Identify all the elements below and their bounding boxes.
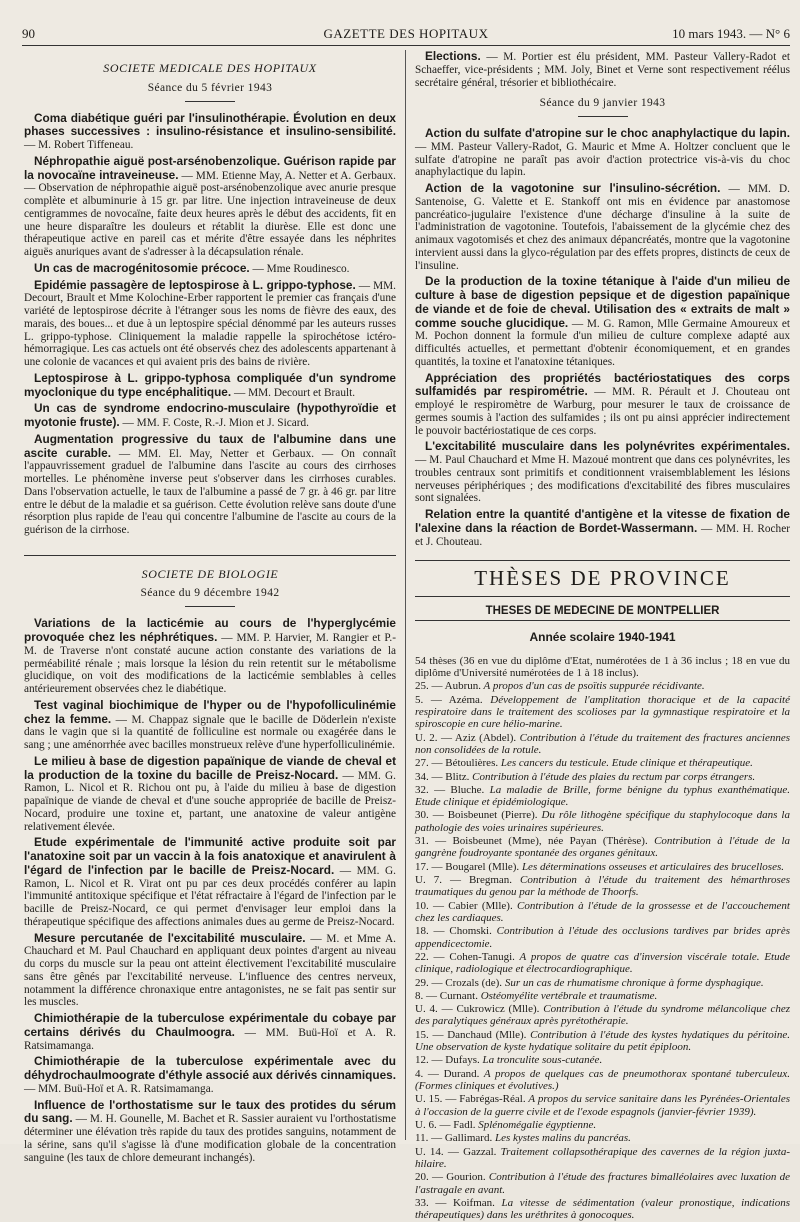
article xyxy=(415,50,790,89)
article xyxy=(24,402,396,430)
thesis-entry xyxy=(415,680,790,692)
thesis-entry xyxy=(415,1093,790,1118)
section-title: SOCIETE MEDICALE DES HOPITAUX xyxy=(103,61,317,75)
thesis-title: Les kystes malins du pancréas. xyxy=(492,1132,631,1145)
thesis-title: Contribution à l'étude du traitement des hémarthroses traumatiques du genou par la méthode de Thoorfs. xyxy=(415,874,790,899)
thesis-entry xyxy=(415,1068,790,1093)
session-heading xyxy=(24,82,396,102)
thesis-title: Contribution à l'étude de la gangrène foudroyante spontanée des organes génitaux. xyxy=(415,835,791,860)
thesis-title: A propos de quatre cas d'inversion viscérale totale. Etude clinique, radiologique et électrocardiographique. xyxy=(415,950,790,976)
thesis-author: 12. — Dufays. xyxy=(415,1054,480,1067)
thesis-title: La vitesse de sédimentation (valeur pronostique, indications thérapeutiques) dans les uréthrites à gonocoques. xyxy=(415,1196,790,1222)
article xyxy=(24,1099,396,1165)
thesis-entry xyxy=(415,951,790,976)
thesis-title: A propos de quelques cas de pneumothorax spontané tuberculeux. (Formes cliniques et évolutives.) xyxy=(415,1067,790,1093)
article-text: — MM. Decourt, Brault et Mme Kolochine-Erber rapportent le premier cas français d'une variété de leptospirose décrite à l'étranger sous les noms de fièvre des eaux, des marais, des boues... et due à un leptospire spécial dénommé par les auteurs russes L. grippo-typhose. Cliniquement la maladie rappelle la spirochétose ictéro-hémorragique. Les cas actuels ont été observés chez des adolescents appartenant à une colonie de vacances et qui avaient pris des bains de rivière. xyxy=(24,279,397,369)
article-text: — MM. F. Coste, R.-J. Mion et J. Sicard. xyxy=(119,417,309,430)
article-text: — MM. R. Pérault et J. Chouteau ont employé le respiromètre de Warburg, pour mesurer le taux de croissance de germes soumis à l'action des sulfamides ; ils ont pu ainsi apprécier indirectement le pouvoir bactériostatique de ces corps. xyxy=(415,386,790,437)
thesis-title: Traitement collapsothérapique des cavernes de la région juxta-hilaire. xyxy=(415,1145,790,1170)
thesis-author: 29. — Crozals (de). xyxy=(415,976,503,989)
thesis-entry xyxy=(415,694,790,731)
thesis-entry xyxy=(415,757,790,769)
article xyxy=(24,279,396,369)
article-title: De la production de la toxine tétanique à l'aide d'un milieu de culture à base de digestion pepsique et de digestion papaïnique de viande et de foie de cheval. Utilisation des « extraits de malt » comme souche glucidique. xyxy=(415,274,790,330)
thesis-author: 15. — Danchaud (Mlle). xyxy=(415,1028,527,1041)
article xyxy=(24,617,396,696)
article-list xyxy=(24,617,396,1164)
thesis-author: 20. — Gourion. xyxy=(415,1171,486,1184)
thesis-title: Contribution à l'étude des plaies du rectum par corps étrangers. xyxy=(469,770,756,783)
article-title: Augmentation progressive du taux de l'albumine dans une ascite curable. xyxy=(24,431,396,460)
article-title: Test vaginal biochimique de l'hyper ou de l'hypofolliculinémie chez la femme. xyxy=(24,697,396,726)
thesis-entry xyxy=(415,1029,790,1054)
article-text: — M. Paul Chauchard et Mme H. Mazoué montrent que dans ces polynévrites, les troubles centraux sont primitifs et conditionnent vraisemblablement les lésions nerveuses périphériques ; des modifications d'excitabilité des fibres musculaires sont signalées. xyxy=(415,454,790,505)
thesis-author: 8. — Curnant. xyxy=(415,989,478,1002)
article-title: Relation entre la quantité d'antigène et la vitesse de fixation de l'alexine dans la réaction de Bordet-Wassermann. xyxy=(415,507,790,535)
article-title: Coma diabétique guéri par l'insulinothérapie. Évolution en deux phases successives : insulino-résistance et insulino-sensibilité. xyxy=(24,110,396,139)
thesis-title: Ostéomyélite vertébrale et traumatisme. xyxy=(477,989,658,1002)
session-rule xyxy=(185,606,235,607)
thesis-author: 32. — Bluche. xyxy=(415,783,485,796)
article xyxy=(415,440,790,505)
session-heading xyxy=(415,97,790,117)
thesis-entry xyxy=(415,835,790,860)
thesis-author: 4. — Durand. xyxy=(415,1067,480,1080)
article-text: — MM. Buü-Hoï et A. R. Ratsimamanga. xyxy=(24,1082,214,1095)
thesis-title: Sur un cas de rhumatisme chronique à forme dysphagique. xyxy=(502,976,764,989)
thesis-title: Contribution à l'étude des occlusions tardives par brides après appendicectomie. xyxy=(415,925,790,950)
thesis-entry xyxy=(415,1171,790,1196)
thesis-author: 30. — Boisbeunet (Pierre). xyxy=(415,809,538,822)
article-text: — MM. H. Rocher et J. Chouteau. xyxy=(415,522,790,548)
session-heading xyxy=(24,587,396,607)
thesis-author: U. 4. — Cukrowicz (Mlle). xyxy=(415,1003,540,1016)
journal-title: GAZETTE DES HOPITAUX xyxy=(323,26,489,41)
article-text: — M. Portier est élu président, MM. Pasteur Vallery-Radot et Schaeffer, vice-présidents ; MM. Joly, Binet et Verne sont respectivement réélus secrétaire général, trésorier et bibliothécaire. xyxy=(415,51,790,89)
thesis-entry xyxy=(415,784,790,809)
article xyxy=(415,508,790,548)
article xyxy=(415,127,790,179)
article xyxy=(415,182,790,272)
article-list xyxy=(415,127,790,548)
article-list xyxy=(24,112,396,537)
thesis-author: U. 15. — Fabrégas-Réal. xyxy=(415,1093,526,1106)
thesis-title: Contribution à l'étude des fractures bimalléolaires avec luxation de l'astragale en avant. xyxy=(415,1171,790,1196)
article-text: — M. G. Ramon, Mlle Germaine Amoureux et M. Pochon donnent la formule d'un milieu de culture complexe adapté aux difficultés actuelles, et permettant d'obtenir économiquement, et en grandes quantités, la toxine et l'anatoxine tétaniques. xyxy=(415,317,790,368)
column-divider xyxy=(405,50,406,1140)
thesis-entry xyxy=(415,861,790,873)
article-title: L'excitabilité musculaire dans les polynévrites expérimentales. xyxy=(425,439,790,454)
article xyxy=(24,433,396,537)
thesis-author: 34. — Blitz. xyxy=(415,770,470,783)
article-title: Néphropathie aiguë post-arsénobenzolique. Guérison rapide par la novocaïne intraveineuse. xyxy=(24,153,396,182)
article xyxy=(24,836,396,928)
article-text: — MM. Etienne May, A. Netter et A. Gerbaux. — Observation de néphropathie aiguë post-arsénobenzolique avec anurie presque complète et albuminurie à 15 gr. par litre. Une injection intraveineuse de deux centigrammes de novocaïne, faite deux heures après le début des accidents, fit en une heure disparaître les douleurs et rétablit la diurèse. Elle est donc une thérapeutique active en pareil cas et mérite d'être essayée dans les néphrites aiguës anuriques avant de s'adresser à la décapsulation rénale. xyxy=(24,169,396,259)
thesis-author: 17. — Bougarel (Mlle). xyxy=(415,860,520,873)
article-text: — MM. D. Santenoise, G. Valette et E. Stankoff ont mis en évidence par anastomose pancréatico-jugulaire l'existence d'une décharge d'insuline à la suite de l'administration de vagotonine. Toutefois, l'abaissement de la glycémie chez des animaux vagotomisés et chez des animaux dépancréatés, montre que la vagotonine intervient aussi dans la glyco-régulation par des effets propres, distincts de ceux de l'insuline. xyxy=(415,183,790,272)
thesis-entry xyxy=(415,925,790,950)
thesis-title: Du rôle lithogène spécifique du staphylocoque dans la pathologie des voies urinaires supérieures. xyxy=(415,809,790,834)
thesis-author: U. 6. — Fadl. xyxy=(415,1118,476,1131)
thesis-title: La maladie de Brille, forme bénigne du typhus exanthématique. Etude clinique et épidémiologique. xyxy=(415,783,790,809)
article-title: Action de la vagotonine sur l'insulino-sécrétion. xyxy=(425,181,721,196)
article-text: — M. Robert Tiffeneau. xyxy=(24,139,134,152)
section-title: SOCIETE DE BIOLOGIE xyxy=(141,566,279,581)
article-text: — MM. El. May, Netter et Gerbaux. — On connaît l'appauvrissement graduel de l'albumine dans l'ascite au cours des cirrhoses mortelles. Le phénomène inverse peut s'observer dans les cirrhoses curables. Dans l'observation actuelle, le taux de l'albumine a passé de 7 gr. à 46 gr. par litre entre le début de la maladie et sa guérison. Cette évolution relève sans doute d'une résorption plus rapide de l'eau qui concentre l'albumine de l'ascite au cours de la guérison de la cirrhose. xyxy=(24,447,396,537)
article-text: — MM. G. Ramon, L. Nicol et R. Virat ont pu par ces deux procédés conférer au lapin l'immunité antitoxique spécifique et l'état réfractaire à l'égard de l'infection par le bacille de Preisz-Nocard, ce qui permet d'envisager leur emploi dans la thérapeutique spécifique des affections animales dues au germe de Preisz-Nocard. xyxy=(24,864,396,928)
thesis-entry xyxy=(415,1132,790,1144)
page-number: 90 xyxy=(22,26,35,41)
issue-date: 10 mars 1943. — N° 6 xyxy=(672,26,790,41)
thesis-author: 18. — Chomski. xyxy=(415,925,492,938)
academic-year: Année scolaire 1940-1941 xyxy=(529,630,676,645)
theses-intro: 54 thèses (36 en vue du diplôme d'Etat, numérotées de 1 à 36 inclus ; 18 en vue du diplôme d'Université numérotées de 1 à 18 inclus). xyxy=(415,654,790,680)
article-text: — MM. Decourt et Brault. xyxy=(231,386,356,399)
article xyxy=(24,372,396,400)
header-rule xyxy=(22,45,790,46)
article-title: Etude expérimentale de l'immunité active produite soit par l'anatoxine soit par un vaccin à la fois anatoxique et anavirulent à l'égard de l'infection par le bacille de Preisz-Nocard. xyxy=(24,835,396,877)
session-rule xyxy=(578,116,628,117)
article-title: Elections. xyxy=(425,49,481,63)
thesis-entry xyxy=(415,874,790,899)
section-rule xyxy=(24,555,396,556)
thesis-title: Les déterminations osseuses et articulaires des brucelloses. xyxy=(519,860,784,873)
article xyxy=(24,155,396,259)
thesis-title: Contribution à l'étude du syndrome mélancolique chez des paralytiques généraux après pyrétothérapie. xyxy=(415,1003,790,1028)
article-text: — MM. Pasteur Vallery-Radot, G. Mauric et Mme A. Holtzer concluent que le sulfate d'atropine ne paraît pas avoir d'action protectrice vis-à-vis du choc anaphylactique du lapin. xyxy=(415,140,790,179)
thesis-entry xyxy=(415,990,790,1002)
thesis-title: Contribution à l'étude des kystes hydatiques du péritoine. Une observation de kyste hydatique solitaire du petit épiploon. xyxy=(415,1028,790,1054)
article-text: — MM. G. Ramon, L. Nicol et R. Richou ont pu, à l'aide du milieu à base de digestion papaïnique de viande de cheval et d'une souche appropriée de bacille de Preisz-Nocard, produire une toxine et, partant, une anatoxine de valeur antigène relativement élevée. xyxy=(24,769,396,833)
thesis-title: Splénomégalie égyptienne. xyxy=(475,1118,597,1131)
article xyxy=(24,112,396,152)
thesis-title: Contribution à l'étude du traitement des fractures anciennes non consolidées de la rotule. xyxy=(415,731,790,756)
article-text: — Mme Roudinesco. xyxy=(249,262,350,275)
thesis-entry xyxy=(415,977,790,989)
article xyxy=(24,1055,396,1095)
thesis-entry xyxy=(415,900,790,925)
article-title: Un cas de macrogénitosomie précoce. xyxy=(34,260,250,275)
article xyxy=(24,1012,396,1052)
article-text: — M. Chappaz signale que le bacille de Döderlein n'existe dans le vagin que si la quantité de folliculine est normale ou exagérée dans le sang ; une aménorrhée avec bacilles monstrueux relève d'une hyperfolliculinémie. xyxy=(24,713,396,752)
faculty-heading: THESES DE MEDECINE DE MONTPELLIER xyxy=(485,605,720,618)
thesis-author: 10. — Cabier (Mlle). xyxy=(415,899,513,912)
left-column xyxy=(24,50,396,1167)
thesis-author: 33. — Koifman. xyxy=(415,1196,495,1209)
thesis-title: A propos d'un cas de psoïtis suppurée récidivante. xyxy=(481,680,705,693)
thesis-title: Les cancers du testicule. Etude clinique et thérapeutique. xyxy=(498,757,753,770)
right-column xyxy=(415,50,790,1222)
article-text: — M. et Mme A. Chauchard et M. Paul Chauchard en appliquant deux pointes d'argent au niveau du corps du muscle sur la peau ont atteint électivement l'excitabilité musculaire sans être gênés par l'excitabilité nerveuse. L'influence des centres nerveux, notamment la différence chronaxique entre antagonistes, ne se fait pas sentir sur les muscles. xyxy=(24,932,396,1009)
page-header xyxy=(22,22,790,42)
thesis-entry xyxy=(415,809,790,834)
thesis-author: U. 14. — Gazzal. xyxy=(415,1145,497,1158)
thesis-entry xyxy=(415,1146,790,1171)
article-title: Le milieu à base de digestion papaïnique de viande de cheval et la production de la toxine du bacille de Preisz-Nocard. xyxy=(24,753,396,782)
thesis-title: Développement de l'amplitation thoracique et de la capacité respiratoire dans le traitement des scolioses par la gymnastique respiratoire et la spiroscopie en cure hélio-marine. xyxy=(415,693,790,731)
thesis-author: U. 7. — Bregman. xyxy=(415,874,513,887)
session-date: Séance du 9 décembre 1942 xyxy=(140,587,280,600)
article xyxy=(415,372,790,438)
thesis-entry xyxy=(415,771,790,783)
thesis-author: 31. — Boisbeunet (Mme), née Payan (Thérèse). xyxy=(415,835,648,848)
article-title: Epidémie passagère de leptospirose à L. grippo-typhose. xyxy=(34,277,356,292)
thesis-author: 25. — Aubrun. xyxy=(415,680,481,693)
thesis-title: La tronculite sous-cutanée. xyxy=(479,1054,603,1067)
theses-heading: THÈSES DE PROVINCE xyxy=(415,560,790,597)
article-text: — MM. Buü-Hoï et A. R. Ratsimamanga. xyxy=(24,1026,396,1052)
theses-list xyxy=(415,655,790,1222)
article-text: — M. H. Gounelle, M. Bachet et R. Sassier auraient vu l'orthostatisme déterminer une élévation très rapide du taux des protides sanguins, notamment de la sérine, sans qu'il s'agisse là d'une modification globale de la concentration sanguine (les taux de chlore demeurant inchangés). xyxy=(24,1113,396,1164)
article xyxy=(24,932,396,1010)
thesis-author: U. 2. — Aziz (Abdel). xyxy=(415,731,517,744)
thesis-title: A propos du service sanitaire dans les Pyrénées-Orientales à l'occasion de la guerre civile et de l'exode espagnols (janvier-février 1939). xyxy=(415,1093,790,1118)
article xyxy=(415,275,790,368)
thesis-title: Contribution à l'étude de la grossesse et de l'accouchement chez les cardiaques. xyxy=(415,899,790,924)
article xyxy=(24,755,396,834)
article xyxy=(24,262,396,276)
article-title: Leptospirose à L. grippo-typhosa compliquée d'un syndrome myoclonique du type encéphalitique. xyxy=(24,370,396,399)
article-title: Chimiothérapie de la tuberculose expérimentale du cobaye par certains dérivés du Chaulmoogra. xyxy=(24,1011,396,1039)
thesis-author: 27. — Bétoulières. xyxy=(415,757,499,770)
thesis-entry xyxy=(415,732,790,757)
thesis-entry xyxy=(415,1197,790,1222)
faculty-rule xyxy=(415,620,790,621)
thesis-author: 5. — Azéma. xyxy=(415,693,483,706)
article-title: Mesure percutanée de l'excitabilité musculaire. xyxy=(34,930,306,945)
session-rule xyxy=(185,101,235,102)
article-title: Action du sulfate d'atropine sur le choc anaphylactique du lapin. xyxy=(425,126,790,141)
article-text: — MM. P. Harvier, M. Rangier et P.-M. de Traverse n'ont constaté aucune action constante des variations de la perméabilité rénale ; mais lorsque la lésion du rein retentit sur le métabolisme glucidique, on voit des modifications de la lacticémie semblables à celles antérieurement observées chez le diabétique. xyxy=(24,632,396,696)
article-title: Appréciation des propriétés bactériostatiques des corps sulfamidés par respirométrie. xyxy=(415,370,790,399)
thesis-entry xyxy=(415,1119,790,1131)
thesis-author: 11. — Gallimard. xyxy=(415,1132,493,1145)
session-date: Séance du 5 février 1943 xyxy=(147,81,273,94)
session-date: Séance du 9 janvier 1943 xyxy=(539,97,666,110)
article-title: Variations de la lacticémie au cours de l'hyperglycémie provoquée chez les néphrétiques. xyxy=(24,616,396,645)
thesis-entry xyxy=(415,1054,790,1066)
article-title: Chimiothérapie de la tuberculose expérimentale avec du déhydrochaulmoograte d'éthyle associé aux dérivés cinnamiques. xyxy=(24,1054,396,1083)
thesis-entry xyxy=(415,1003,790,1028)
article-title: Un cas de syndrome endocrino-musculaire (hypothyroïdie et myotonie fruste). xyxy=(24,401,396,430)
article xyxy=(24,699,396,752)
thesis-author: 22. — Cohen-Tanugi. xyxy=(415,950,515,963)
article-title: Influence de l'orthostatisme sur le taux des protides du sérum du sang. xyxy=(24,1097,396,1126)
